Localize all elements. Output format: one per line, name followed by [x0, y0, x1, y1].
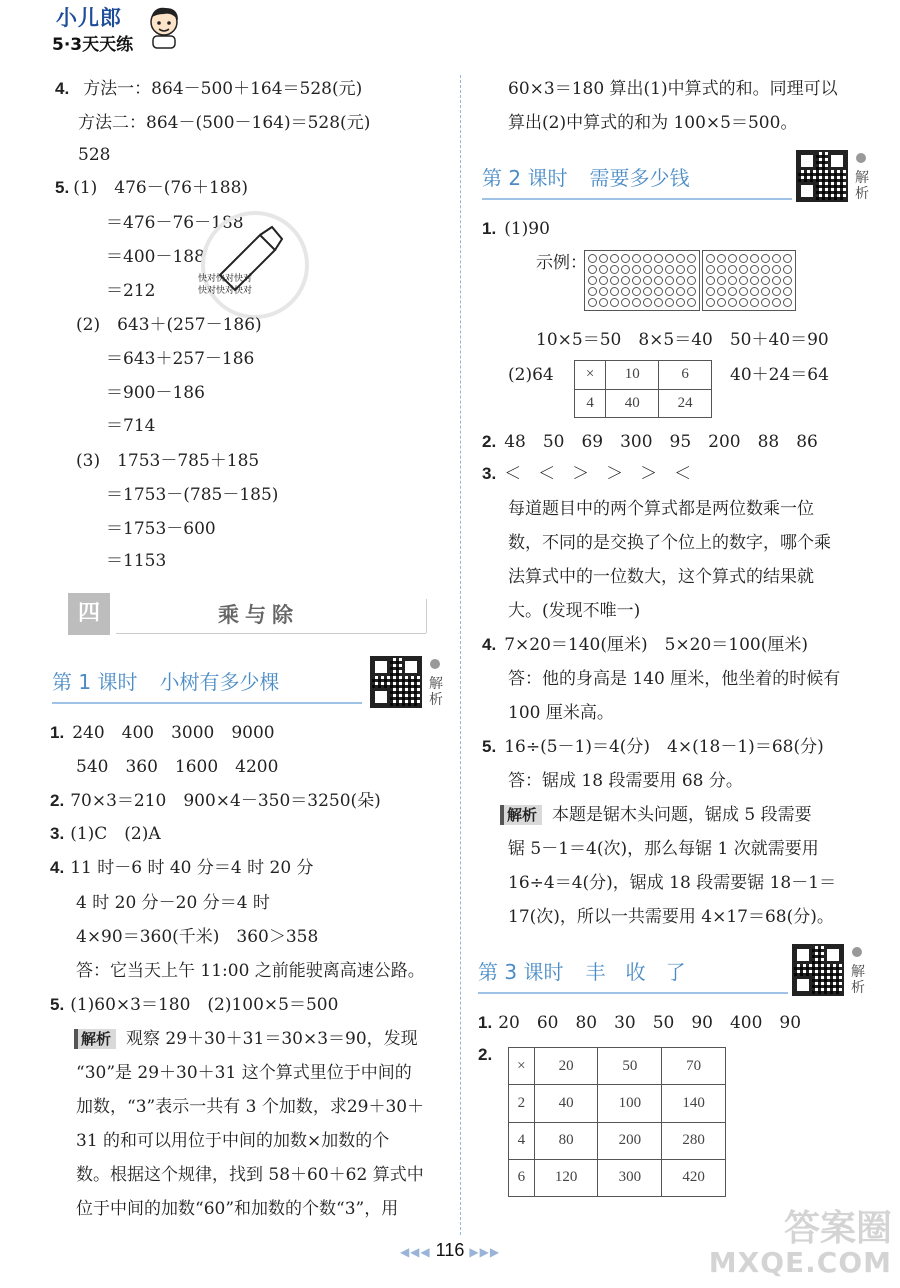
- l1-q5-analysis-1: 解析 观察 29＋30＋31＝30×3＝90，发现: [74, 1028, 418, 1050]
- l1-q5-analysis-2: “30”是 29＋30＋31 这个算式里位于中间的: [76, 1063, 412, 1083]
- dot: [783, 276, 792, 285]
- l2-q1-p1: 1. (1)90: [482, 219, 550, 239]
- dot: [588, 276, 597, 285]
- dot: [750, 287, 759, 296]
- dot: [610, 265, 619, 274]
- dot: [632, 287, 641, 296]
- dot: [687, 265, 696, 274]
- analysis-label: 解析: [500, 805, 542, 825]
- dot: [706, 254, 715, 263]
- dot: [665, 276, 674, 285]
- stamp-text-1: 快对快对快对: [198, 274, 253, 284]
- lesson2-qr-code-icon[interactable]: [796, 150, 848, 202]
- dot: [717, 276, 726, 285]
- dot: [665, 254, 674, 263]
- dot: [761, 254, 770, 263]
- dot: [687, 276, 696, 285]
- l1-q4-line2: 4 时 20 分－20 分＝4 时: [76, 893, 270, 913]
- dot: [750, 298, 759, 307]
- dot: [750, 276, 759, 285]
- dot: [739, 276, 748, 285]
- l2-q5-line1: 5. 16÷(5－1)＝4(分) 4×(18－1)＝68(分): [482, 737, 824, 757]
- dot: [728, 265, 737, 274]
- l2-q4-line1: 4. 7×20＝140(厘米) 5×20＝100(厘米): [482, 635, 808, 655]
- lesson2-qr-arrow-icon: [856, 153, 866, 163]
- dot: [761, 276, 770, 285]
- l2-q3-note3: 法算式中的一位数大，这个算式的结果就: [508, 567, 814, 587]
- dot: [676, 265, 685, 274]
- dot: [772, 298, 781, 307]
- dot: [706, 276, 715, 285]
- l1-q3: 3. (1)C (2)A: [50, 824, 161, 844]
- q5-p3-line3: ＝1753－600: [106, 519, 216, 539]
- dot: [783, 287, 792, 296]
- site-watermark: 答案圈 MXQE.COM: [708, 1208, 892, 1279]
- l2-q3: 3. ＜ ＜ ＞ ＞ ＞ ＜: [482, 464, 692, 484]
- l3-q1: 1. 20 60 80 30 50 90 400 90: [478, 1013, 802, 1033]
- lesson1-qr-arrow-icon: [430, 659, 440, 669]
- l3-q2-num: 2.: [478, 1045, 493, 1064]
- l2-q1-multiplication-table: × 10 6 4 40 24: [574, 360, 712, 418]
- dot: [676, 287, 685, 296]
- dot: [621, 254, 630, 263]
- brand-logo: [52, 2, 192, 54]
- dot: [687, 298, 696, 307]
- lesson1-rule: [52, 702, 362, 704]
- q5-p2-line2: ＝643＋257－186: [106, 349, 255, 369]
- dot: [739, 287, 748, 296]
- quick-stamp-icon: [190, 205, 320, 325]
- l2-q3-note2: 数，不同的是交换了个位上的数字，哪个乘: [508, 533, 831, 553]
- dot: [783, 254, 792, 263]
- stamp-text-2: 快对快对快对: [198, 286, 253, 296]
- dot: [643, 254, 652, 263]
- lesson3-qr-arrow-icon: [852, 947, 862, 957]
- dot: [643, 287, 652, 296]
- q5-p3-line2: ＝1753－(785－185): [106, 485, 279, 505]
- dot: [654, 298, 663, 307]
- dot: [621, 287, 630, 296]
- lesson3-title: 第 3 课时 丰 收 了: [478, 960, 686, 984]
- dot: [643, 276, 652, 285]
- l1-q4-line4: 答：它当天上午 11:00 之前能驶离高速公路。: [76, 961, 425, 981]
- dot: [783, 265, 792, 274]
- l1-q5-analysis-4: 31 的和可以用位于中间的加数×加数的个: [76, 1131, 390, 1151]
- l1-q4-line1: 4. 11 时－6 时 40 分＝4 时 20 分: [50, 858, 314, 878]
- dot: [717, 254, 726, 263]
- dot: [739, 254, 748, 263]
- q5-p2-line4: ＝714: [106, 416, 156, 436]
- l2-q1-eq2: 40＋24＝64: [730, 365, 829, 385]
- dot: [610, 276, 619, 285]
- dot: [621, 265, 630, 274]
- cont-line1: 60×3＝180 算出(1)中算式的和。同理可以: [508, 79, 838, 99]
- dot: [728, 254, 737, 263]
- l2-q5-analysis-2: 锯 5－1＝4(次)，那么每锯 1 次就需要用: [508, 839, 819, 859]
- q4-line2: 方法二：864－(500－164)＝528(元): [78, 113, 371, 133]
- dot: [632, 276, 641, 285]
- dot: [750, 254, 759, 263]
- dot: [750, 265, 759, 274]
- l2-q5-analysis-3: 16÷4＝4(分)，锯成 18 段需要锯 18－1＝: [508, 873, 837, 893]
- l1-q5: 5. (1)60×3＝180 (2)100×5＝500: [50, 995, 339, 1015]
- l1-q5-analysis-6: 位于中间的加数“60”和加数的个数“3”，用: [76, 1199, 399, 1219]
- logo-title: 小儿郎: [56, 6, 122, 30]
- dot: [621, 276, 630, 285]
- dot: [728, 287, 737, 296]
- dot: [599, 254, 608, 263]
- l1-q5-analysis-3: 加数，“3”表示一共有 3 个加数，求29＋30＋: [76, 1097, 425, 1117]
- lesson3-qr-code-icon[interactable]: [792, 944, 844, 996]
- dot: [676, 254, 685, 263]
- dot: [706, 298, 715, 307]
- l1-q2: 2. 70×3＝210 900×4－350＝3250(朵): [50, 791, 381, 811]
- dot: [761, 298, 770, 307]
- dot: [665, 298, 674, 307]
- q5-p1-line1: 5. (1) 476－(76＋188): [55, 178, 249, 198]
- lesson3-qr-label[interactable]: 解析: [851, 964, 865, 996]
- lesson1-qr-label[interactable]: 解析: [429, 676, 443, 708]
- lesson2-qr-label[interactable]: 解析: [855, 170, 869, 202]
- dot: [761, 287, 770, 296]
- lesson1-title: 第 1 课时 小树有多少棵: [52, 670, 280, 694]
- dot: [772, 276, 781, 285]
- lesson2-title: 第 2 课时 需要多少钱: [482, 166, 690, 190]
- q4-line1: 4. 方法一：864－500＋164＝528(元): [55, 79, 363, 99]
- lesson2-rule: [482, 198, 792, 200]
- dot: [772, 265, 781, 274]
- dot: [706, 287, 715, 296]
- dot: [717, 298, 726, 307]
- q5-p1-line2: ＝476－76－188: [106, 213, 244, 233]
- column-divider: [460, 75, 461, 1235]
- logo-subtitle: 5·3天天练: [52, 35, 134, 55]
- dot: [610, 254, 619, 263]
- q5-p3-line1: (3) 1753－785＋185: [76, 451, 260, 471]
- dot: [599, 265, 608, 274]
- dot: [621, 298, 630, 307]
- chapter-banner: [68, 593, 430, 637]
- dot: [728, 276, 737, 285]
- dot: [632, 254, 641, 263]
- l2-q1-p2: (2)64: [508, 365, 554, 385]
- l2-q1-eq: 10×5＝50 8×5＝40 50＋40＝90: [536, 330, 829, 350]
- dot: [761, 265, 770, 274]
- dot: [676, 276, 685, 285]
- q5-p1-line4: ＝212: [106, 281, 156, 301]
- dot: [783, 298, 792, 307]
- l1-q1-row2: 540 360 1600 4200: [76, 757, 279, 777]
- dot: [717, 265, 726, 274]
- dot-block: [584, 250, 700, 311]
- l2-q4-line2: 答：他的身高是 140 厘米，他坐着的时候有: [508, 669, 841, 689]
- dot: [588, 298, 597, 307]
- dot: [706, 265, 715, 274]
- dot: [728, 298, 737, 307]
- q5-p1-line3: ＝400－188: [106, 247, 205, 267]
- dot: [654, 254, 663, 263]
- cont-line2: 算出(2)中算式的和为 100×5＝500。: [508, 113, 798, 133]
- dot: [665, 287, 674, 296]
- l2-q5-analysis-4: 17(次)，所以一共需要用 4×17＝68(分)。: [508, 907, 834, 927]
- dot: [643, 298, 652, 307]
- l2-q2: 2. 48 50 69 300 95 200 88 86: [482, 432, 818, 452]
- chapter-number: 四: [68, 593, 110, 635]
- dot: [772, 254, 781, 263]
- q4-line3: 528: [78, 145, 111, 165]
- l2-q4-line3: 100 厘米高。: [508, 703, 614, 723]
- lesson3-rule: [478, 992, 788, 994]
- l2-q3-note1: 每道题目中的两个算式都是两位数乘一位: [508, 499, 814, 519]
- chapter-title: 乘与除: [218, 603, 299, 627]
- page-number: ◀◀◀ 116 ▶▶▶: [399, 1240, 501, 1260]
- dot: [610, 298, 619, 307]
- l2-q1-example: 示例：: [536, 253, 587, 273]
- dot: [739, 298, 748, 307]
- l3-q2-multiplication-table: × 20 50 70 2 40 100 140 4 80 200 280 6 120 300 420: [508, 1047, 726, 1197]
- l1-q5-analysis-5: 数。根据这个规律，找到 58＋60＋62 算式中: [76, 1165, 424, 1185]
- q5-p2-line1: (2) 643＋(257－186): [76, 315, 262, 335]
- dot: [687, 254, 696, 263]
- dot: [654, 265, 663, 274]
- dot: [599, 276, 608, 285]
- dot: [772, 287, 781, 296]
- dot: [687, 287, 696, 296]
- l2-q5-analysis-1: 解析 本题是锯木头问题，锯成 5 段需要: [500, 804, 812, 826]
- dot: [676, 298, 685, 307]
- l2-q5-line2: 答：锯成 18 段需要用 68 分。: [508, 771, 743, 791]
- dot: [632, 298, 641, 307]
- q5-p2-line3: ＝900－186: [106, 383, 205, 403]
- l2-q3-note4: 大。(发现不唯一): [508, 601, 641, 621]
- dot: [739, 265, 748, 274]
- dot: [610, 287, 619, 296]
- dot: [599, 287, 608, 296]
- dot: [643, 265, 652, 274]
- dot-block: [702, 250, 796, 311]
- dot: [588, 265, 597, 274]
- dot: [654, 276, 663, 285]
- l1-q4-line3: 4×90＝360(千米) 360＞358: [76, 927, 319, 947]
- lesson1-qr-code-icon[interactable]: [370, 656, 422, 708]
- dot: [654, 287, 663, 296]
- l1-q1-row1: 1. 240 400 3000 9000: [50, 723, 275, 743]
- analysis-label: 解析: [74, 1029, 116, 1049]
- dot: [588, 254, 597, 263]
- dot: [599, 298, 608, 307]
- q5-p3-line4: ＝1153: [106, 551, 167, 571]
- dot: [665, 265, 674, 274]
- dot: [588, 287, 597, 296]
- dot: [717, 287, 726, 296]
- boy-mascot-icon: [144, 4, 184, 50]
- dot: [632, 265, 641, 274]
